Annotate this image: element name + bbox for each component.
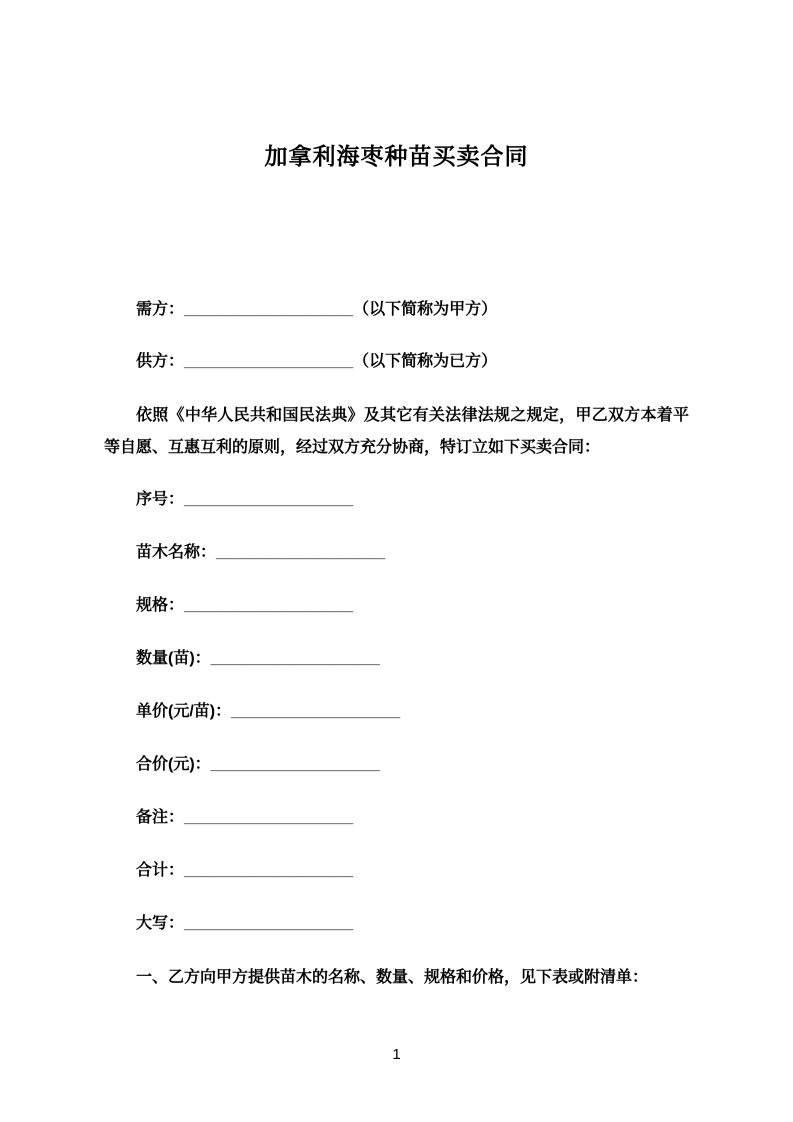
field-label: 合计： [136, 862, 185, 879]
field-label: 备注： [136, 809, 185, 826]
field-row-remarks [104, 806, 689, 830]
field-blank: ___________________ [184, 597, 354, 614]
field-label: 大写： [136, 915, 185, 932]
buyer-label: 需方： [136, 301, 185, 318]
field-row-total-price [104, 753, 689, 777]
field-label: 数量(苗)： [136, 650, 211, 667]
field-label: 单价(元/苗)： [136, 703, 232, 720]
field-blank: ___________________ [184, 809, 354, 826]
field-row-seedling-name [104, 541, 689, 565]
field-blank: ___________________ [210, 756, 380, 773]
seller-suffix: （以下简称为已方） [353, 353, 498, 370]
field-row-specification [104, 594, 689, 618]
document-title: 加拿利海枣种苗买卖合同 [264, 143, 529, 169]
field-blank: ___________________ [231, 703, 401, 720]
field-row-sum-total [104, 859, 689, 883]
seller-line [104, 350, 689, 374]
field-row-serial [104, 488, 689, 512]
page-number: 1 [392, 1046, 401, 1063]
buyer-blank: ___________________ [184, 301, 354, 318]
field-blank: ___________________ [216, 544, 386, 561]
field-blank: ___________________ [184, 491, 354, 508]
field-blank: ___________________ [210, 650, 380, 667]
seller-blank: ___________________ [184, 353, 354, 370]
buyer-suffix: （以下简称为甲方） [353, 301, 498, 318]
field-row-unit-price [104, 700, 689, 724]
field-label: 合价(元)： [136, 756, 211, 773]
field-label: 苗木名称： [136, 544, 217, 561]
preamble-paragraph: 依照《中华人民共和国民法典》及其它有关法律法规之规定，甲乙双方本着平等自愿、互惠互利的原则，经过双方充分协商，特订立如下买卖合同： [104, 407, 689, 456]
field-blank: ___________________ [184, 862, 354, 879]
field-label: 规格： [136, 597, 185, 614]
field-row-amount-in-words [104, 912, 689, 936]
field-blank: ___________________ [184, 915, 354, 932]
seller-label: 供方： [136, 353, 185, 370]
buyer-line [104, 298, 689, 322]
clause-one: 一、乙方向甲方提供苗木的名称、数量、规格和价格，见下表或附清单： [136, 969, 649, 986]
field-label: 序号： [136, 491, 185, 508]
field-row-quantity [104, 647, 689, 671]
